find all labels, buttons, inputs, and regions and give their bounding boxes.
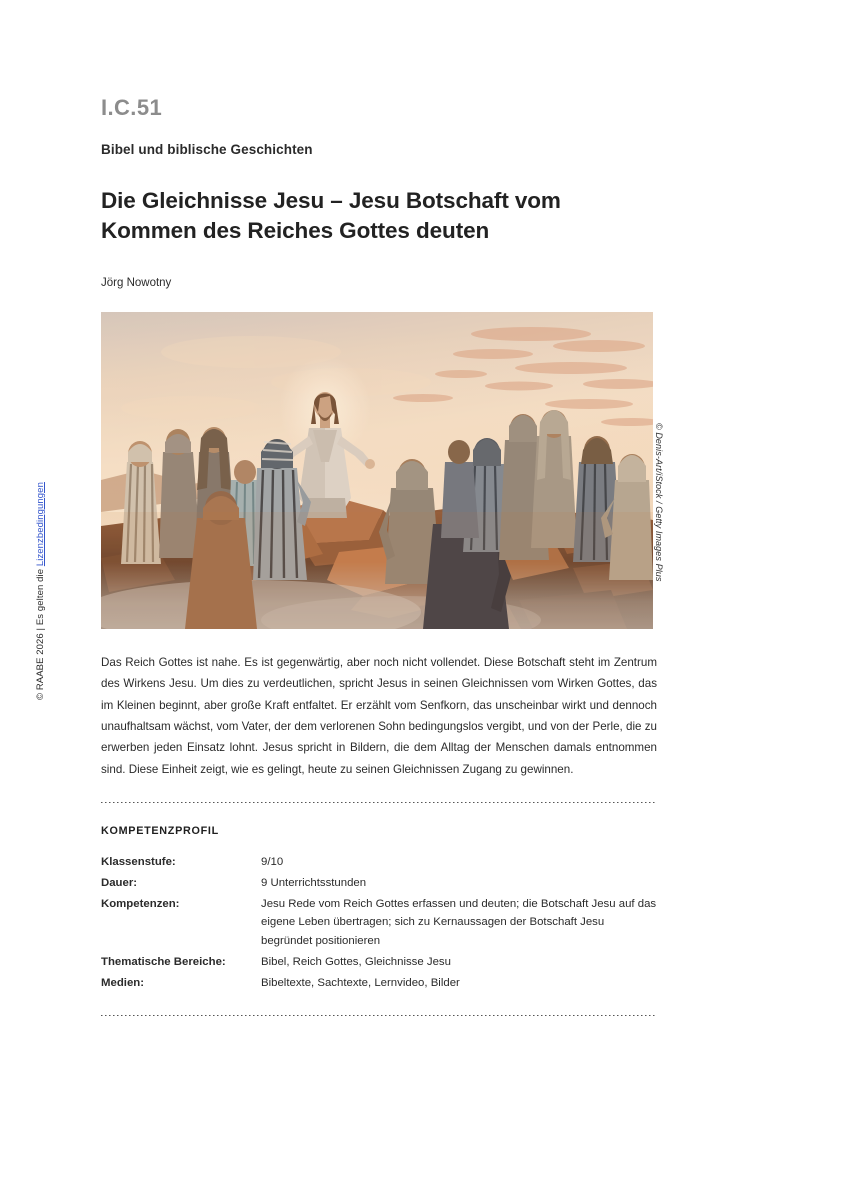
image-credit: © Denis-Art/iStock / Getty Images Plus — [654, 423, 664, 582]
row-value: 9 Unterrichtsstunden — [261, 876, 367, 889]
table-row — [101, 895, 657, 953]
license-prefix-text: © RAABE 2026 | Es gelten die — [35, 566, 46, 700]
divider-bottom — [101, 1015, 657, 1016]
table-row — [101, 874, 657, 895]
author-name: Jörg Nowotny — [101, 277, 172, 290]
row-value: 9/10 — [261, 856, 284, 868]
row-value: Bibeltexte, Sachtexte, Lernvideo, Bilder — [261, 976, 460, 989]
series-label: Bibel und biblische Geschichten — [101, 142, 313, 158]
table-row — [101, 953, 657, 974]
row-label: Medien: — [101, 976, 145, 989]
hero-image — [101, 312, 653, 629]
page-content — [101, 0, 657, 1016]
competency-profile-table — [101, 853, 657, 995]
unit-code: I.C.51 — [101, 95, 163, 120]
competency-profile-body — [101, 853, 657, 995]
row-label: Dauer: — [101, 876, 138, 889]
hero-illustration — [101, 312, 653, 629]
license-conditions-link[interactable]: Lizenzbedingungen — [35, 482, 46, 567]
page-title: Die Gleichnisse Jesu – Jesu Botschaft vom Kommen des Reiches Gottes deuten — [101, 188, 561, 244]
row-label: Kompetenzen: — [101, 897, 180, 910]
table-row — [101, 853, 657, 874]
competency-profile-heading: KOMPETENZPROFIL — [101, 825, 219, 837]
row-value: Bibel, Reich Gottes, Gleichnisse Jesu — [261, 955, 451, 968]
row-value: Jesu Rede vom Reich Gottes erfassen und deuten; die Botschaft Jesu auf das eigene Leben übertragen; sich zu Kernaussagen der Botschaft Jesu begründet positionieren — [261, 897, 657, 947]
row-label: Klassenstufe: — [101, 856, 176, 868]
table-row — [101, 974, 657, 995]
intro-paragraph: Das Reich Gottes ist nahe. Es ist gegenwärtig, aber noch nicht vollendet. Diese Botschaft steht im Zentrum des Wirkens Jesu. Um dies zu verdeutlichen, spricht Jesus in seinen Gleichnissen vom Wirken Gottes, das im Kleinen beginnt, aber große Kraft entfaltet. Er erzählt vom Senfkorn, das unscheinbar wirkt und dennoch unaufhaltsam wächst, vom Vater, der dem verlorenen Sohn bedingungslos vergibt, und von der Perle, die zu erwerben jeden Einsatz lohnt. Jesus spricht in Bildern, die dem Alltag der Menschen damals entnommen sind. Diese Einheit zeigt, wie es gelingt, heute zu seinen Gleichnissen Zugang zu gewinnen. — [101, 656, 657, 776]
divider-top — [101, 802, 657, 803]
row-label: Thematische Bereiche: — [101, 955, 226, 968]
license-side-credit — [36, 480, 46, 700]
